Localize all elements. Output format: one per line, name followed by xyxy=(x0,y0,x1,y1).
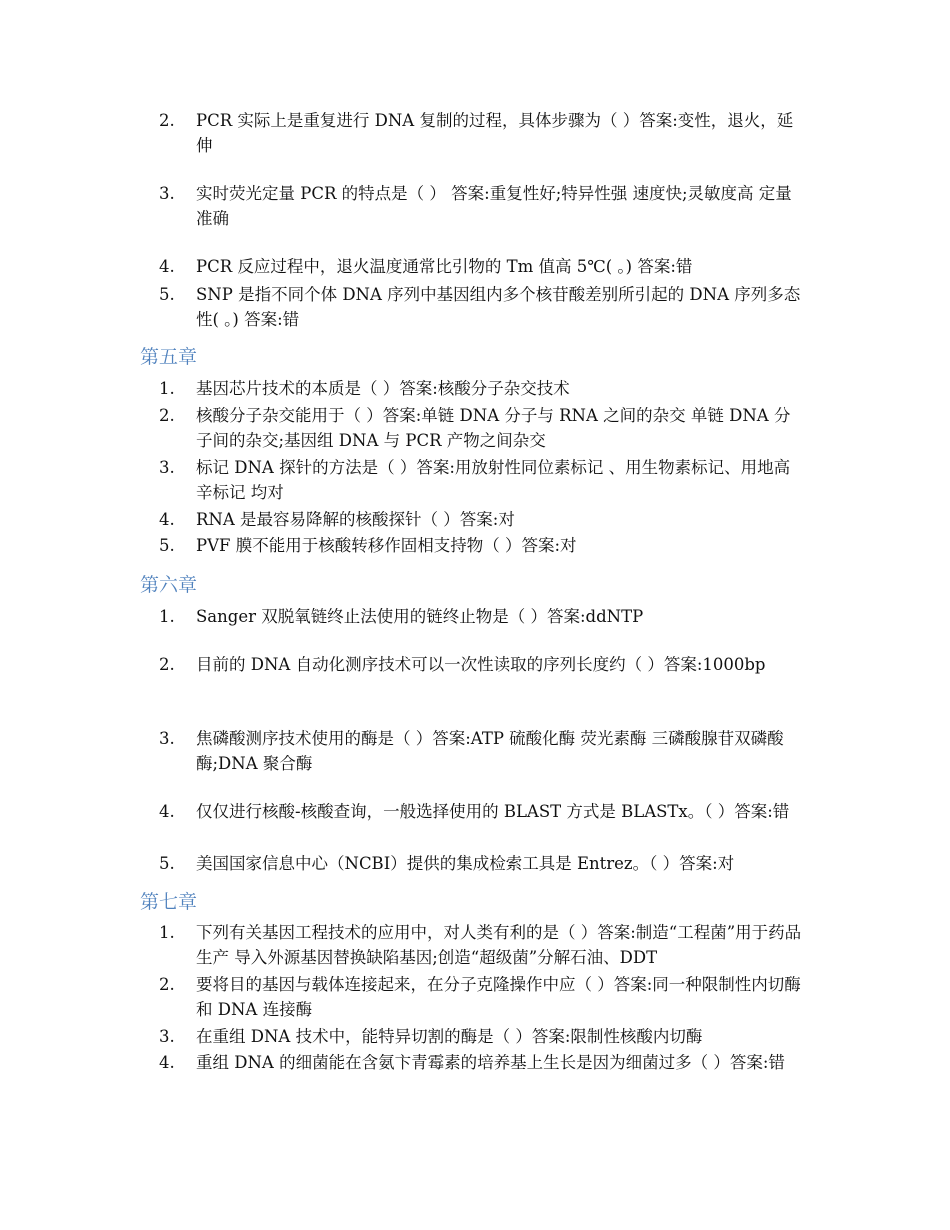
item-number: 2. xyxy=(159,975,175,994)
chapter-heading: 第五章 xyxy=(140,346,198,368)
item-number: 5. xyxy=(159,854,175,873)
item-number: 3. xyxy=(159,458,175,477)
item-number: 4. xyxy=(159,510,175,529)
item-text: SNP 是指不同个体 DNA 序列中基因组内多个核苷酸差别所引起的 DNA 序列多态性( 。) 答案:错 xyxy=(196,285,801,329)
item-text: 重组 DNA 的细菌能在含氨卞青霉素的培养基上生长是因为细菌过多（ ）答案:错 xyxy=(196,1053,785,1072)
item-text: PCR 反应过程中，退火温度通常比引物的 Tm 值高 5℃( 。) 答案:错 xyxy=(196,257,693,276)
chapter-heading: 第七章 xyxy=(140,891,198,913)
item-text: 下列有关基因工程技术的应用中，对人类有利的是（ ）答案:制造“工程菌”用于药品生产 导入外源基因替换缺陷基因;创造“超级菌”分解石油、DDT xyxy=(196,923,802,967)
item-number: 3. xyxy=(159,1027,175,1046)
item-text: 标记 DNA 探针的方法是（ ）答案:用放射性同位素标记 、用生物素标记、用地高辛标记 均对 xyxy=(196,458,791,502)
item-number: 2. xyxy=(159,406,175,425)
item-text: 要将目的基因与载体连接起来，在分子克隆操作中应（ ）答案:同一种限制性内切酶和 DNA 连接酶 xyxy=(196,975,801,1019)
item-text: 仅仅进行核酸-核酸查询，一般选择使用的 BLAST 方式是 BLASTx。（ ）答案:错 xyxy=(196,802,790,821)
item-number: 2. xyxy=(159,655,175,674)
item-text: PVF 膜不能用于核酸转移作固相支持物（ ）答案:对 xyxy=(196,536,577,555)
item-number: 4. xyxy=(159,1053,175,1072)
item-number: 4. xyxy=(159,802,175,821)
item-number: 1. xyxy=(159,379,175,398)
chapter-heading: 第六章 xyxy=(140,574,198,596)
item-number: 1. xyxy=(159,923,175,942)
item-number: 3. xyxy=(159,729,175,748)
item-text: 焦磷酸测序技术使用的酶是（ ）答案:ATP 硫酸化酶 荧光素酶 三磷酸腺苷双磷酸酶;DNA 聚合酶 xyxy=(196,729,784,773)
item-text: 目前的 DNA 自动化测序技术可以一次性读取的序列长度约（ ）答案:1000bp xyxy=(196,655,766,674)
item-number: 3. xyxy=(159,184,175,203)
item-text: Sanger 双脱氧链终止法使用的链终止物是（ ）答案:ddNTP xyxy=(196,607,644,626)
item-number: 2. xyxy=(159,111,175,130)
item-number: 4. xyxy=(159,257,175,276)
item-number: 5. xyxy=(159,285,175,304)
item-text: 核酸分子杂交能用于（ ）答案:单链 DNA 分子与 RNA 之间的杂交 单链 DNA 分子间的杂交;基因组 DNA 与 PCR 产物之间杂交 xyxy=(196,406,791,450)
item-text: 在重组 DNA 技术中，能特异切割的酶是（ ）答案:限制性核酸内切酶 xyxy=(196,1027,703,1046)
item-text: 美国国家信息中心（NCBI）提供的集成检索工具是 Entrez。（ ）答案:对 xyxy=(196,854,735,873)
item-text: 实时荧光定量 PCR 的特点是（ ） 答案:重复性好;特异性强 速度快;灵敏度高 定量准确 xyxy=(196,184,792,228)
item-text: 基因芯片技术的本质是（ ）答案:核酸分子杂交技术 xyxy=(196,379,570,398)
item-number: 1. xyxy=(159,607,175,626)
item-text: PCR 实际上是重复进行 DNA 复制的过程，具体步骤为（ ）答案:变性，退火，延伸 xyxy=(196,111,794,155)
item-text: RNA 是最容易降解的核酸探针（ ）答案:对 xyxy=(196,510,515,529)
item-number: 5. xyxy=(159,536,175,555)
